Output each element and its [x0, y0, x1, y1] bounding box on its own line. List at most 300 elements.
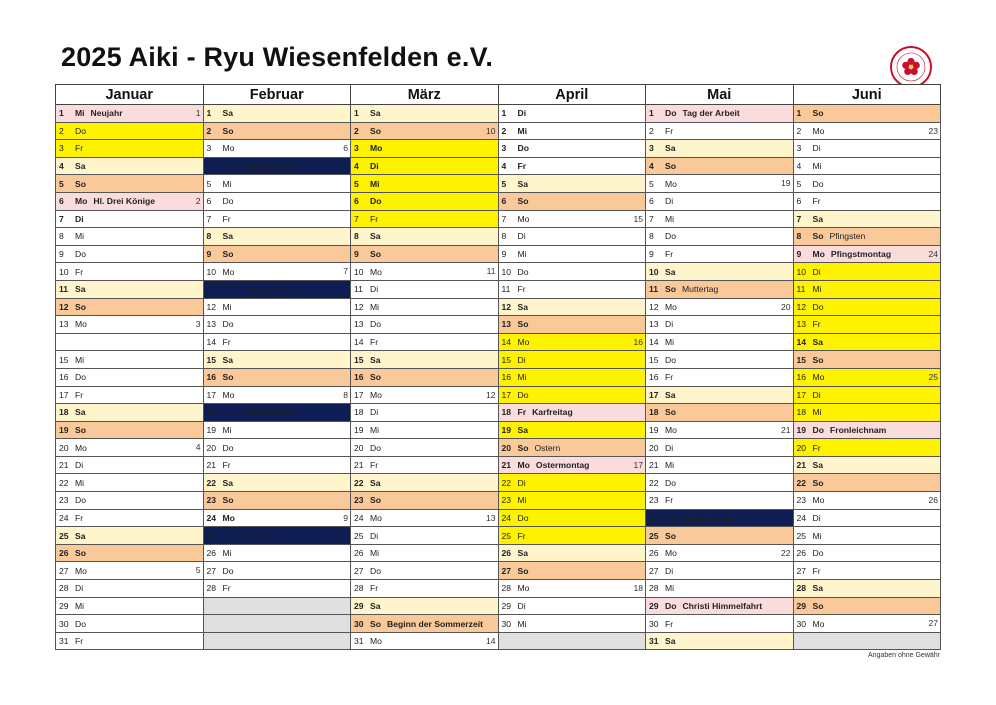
- day-cell: [56, 580, 204, 598]
- day-cell: [646, 562, 794, 580]
- day-number: 9: [649, 249, 654, 260]
- day-number: 25: [354, 530, 364, 541]
- calendar-row: [56, 474, 941, 492]
- day-number: 16: [354, 372, 364, 383]
- weekday: So: [665, 161, 676, 172]
- day-number: 19: [206, 424, 217, 435]
- day-cell: [56, 263, 204, 281]
- weekday: Fr: [222, 460, 231, 471]
- weekday: Do: [517, 143, 529, 154]
- day-number: 7: [501, 213, 507, 224]
- weekday: Mo: [222, 389, 235, 400]
- day-cell: [646, 615, 794, 633]
- calendar-row: [56, 298, 941, 316]
- day-event: Christi Himmelfahrt: [682, 600, 763, 611]
- day-cell: [56, 562, 204, 580]
- day-number: 14: [796, 337, 807, 348]
- day-cell: [646, 456, 794, 474]
- day-cell: [498, 263, 646, 281]
- day-cell: [351, 404, 499, 422]
- weekday: Fr: [75, 389, 84, 400]
- day-cell: [203, 509, 351, 527]
- weekday: Mo: [222, 266, 235, 277]
- day-cell: [793, 140, 941, 158]
- day-number: 1: [796, 108, 802, 119]
- day-cell: [498, 105, 646, 123]
- day-cell: [793, 492, 941, 510]
- day-cell: [646, 316, 794, 334]
- weekday: So: [812, 600, 824, 611]
- day-number: 1: [59, 108, 64, 119]
- day-number: 11: [649, 284, 659, 295]
- weekday: Mi: [222, 548, 232, 559]
- calendar-table: [55, 84, 941, 650]
- weekday: Fr: [665, 618, 674, 629]
- day-cell: [351, 492, 499, 510]
- calendar-row: [56, 175, 941, 193]
- weekday: Di: [222, 161, 231, 172]
- day-number: 16: [59, 372, 69, 383]
- calendar-row: [56, 527, 941, 545]
- weekday: Mi: [517, 249, 527, 260]
- day-cell: [646, 263, 794, 281]
- day-number: 22: [206, 477, 217, 488]
- day-cell: [351, 245, 499, 263]
- weekday: Do: [812, 301, 824, 312]
- day-number: 11: [501, 284, 511, 295]
- weekday: Mo: [370, 512, 382, 523]
- day-number: 2: [796, 125, 802, 136]
- weekday: Di: [370, 407, 379, 418]
- month-header-februar: Februar: [203, 85, 351, 105]
- day-number: 8: [59, 231, 64, 242]
- weekday: Sa: [370, 231, 381, 242]
- weekday: Do: [222, 442, 234, 453]
- weekday: Do: [370, 196, 382, 207]
- weekday: Di: [812, 266, 821, 277]
- day-cell: [203, 404, 351, 422]
- day-number: 26: [649, 548, 659, 559]
- day-number: 7: [59, 213, 64, 224]
- day-cell: [646, 544, 794, 562]
- weekday: Mi: [665, 337, 675, 348]
- weekday: Fr: [222, 213, 231, 224]
- weekday: So: [222, 125, 234, 136]
- day-number: 17: [501, 389, 512, 400]
- weekday: Mi: [665, 583, 675, 594]
- day-number: 29: [796, 600, 807, 611]
- weekday: Di: [665, 442, 674, 453]
- weekday: Mo: [75, 196, 88, 207]
- calendar-row: [56, 421, 941, 439]
- day-number: 9: [796, 249, 802, 260]
- day-event: Pfingstmontag: [830, 249, 892, 260]
- weekday: Do: [75, 618, 86, 629]
- day-number: 12: [206, 301, 217, 312]
- week-number: 24: [928, 248, 938, 259]
- day-cell: [498, 509, 646, 527]
- weekday: Mo: [75, 442, 87, 453]
- day-cell: [56, 316, 204, 334]
- day-number: 24: [354, 512, 364, 523]
- weekday: Mi: [370, 548, 380, 559]
- day-cell: [351, 316, 499, 334]
- day-number: 12: [501, 301, 512, 312]
- day-number: 12: [354, 301, 364, 312]
- weekday: Di: [370, 284, 379, 295]
- day-cell: [646, 527, 794, 545]
- day-number: 6: [501, 196, 507, 207]
- day-cell: [351, 333, 499, 351]
- day-cell: [351, 280, 499, 298]
- weekday: Sa: [517, 178, 529, 189]
- day-number: 23: [796, 495, 807, 506]
- weekday: Fr: [75, 636, 84, 647]
- calendar-row: [56, 245, 941, 263]
- day-cell: [203, 632, 351, 650]
- day-cell: [793, 105, 941, 123]
- weekday: Sa: [517, 548, 529, 559]
- day-cell: [646, 368, 794, 386]
- weekday: So: [812, 108, 824, 119]
- day-cell: [646, 122, 794, 140]
- weekday: So: [665, 284, 676, 295]
- weekday: Sa: [812, 213, 824, 224]
- day-event: Ostern: [534, 442, 561, 453]
- day-cell: [498, 562, 646, 580]
- weekday: So: [370, 372, 381, 383]
- weekday: Mo: [517, 337, 530, 348]
- weekday: Sa: [75, 407, 86, 418]
- day-number: 28: [501, 583, 512, 594]
- weekday: Mi: [665, 213, 675, 224]
- day-number: 14: [354, 337, 364, 348]
- weekday: Di: [370, 530, 379, 541]
- calendar-row: [56, 316, 941, 334]
- weekday: Do: [75, 125, 86, 136]
- day-number: 18: [354, 407, 364, 418]
- day-cell: [793, 632, 941, 650]
- day-number: 22: [354, 477, 364, 488]
- day-number: 2: [501, 125, 507, 136]
- weekday: Do: [812, 548, 824, 559]
- calendar-row: [56, 439, 941, 457]
- weekday: Mi: [222, 301, 232, 312]
- day-number: 29: [649, 600, 659, 611]
- week-number: 25: [928, 371, 938, 382]
- weekday: Mi: [517, 618, 527, 629]
- day-cell: [203, 105, 351, 123]
- month-header-juni: Juni: [793, 85, 941, 105]
- weekday: Do: [75, 372, 86, 383]
- day-cell: [498, 298, 646, 316]
- weekday: Sa: [222, 108, 234, 119]
- day-cell: [793, 210, 941, 228]
- day-number: 1: [206, 108, 212, 119]
- day-cell: [351, 157, 499, 175]
- weekday: Mo: [517, 213, 530, 224]
- day-cell: [203, 386, 351, 404]
- weekday: Mo: [812, 249, 825, 260]
- weekday: Mi: [370, 301, 380, 312]
- week-number: 11: [486, 266, 496, 277]
- week-number: 1: [195, 108, 201, 118]
- day-cell: [793, 474, 941, 492]
- day-cell: [793, 192, 941, 210]
- day-number: 4: [501, 161, 507, 172]
- calendar-row: [56, 333, 941, 351]
- day-cell: [351, 298, 499, 316]
- day-cell: [498, 492, 646, 510]
- day-cell: [56, 140, 204, 158]
- day-cell: [203, 263, 351, 281]
- day-number: 6: [796, 196, 802, 207]
- weekday: Mo: [665, 548, 677, 559]
- day-cell: [203, 562, 351, 580]
- weekday: Di: [370, 161, 379, 172]
- week-number: 3: [195, 319, 201, 330]
- day-number: 16: [796, 372, 807, 383]
- day-number: 20: [354, 442, 364, 453]
- day-cell: [56, 280, 204, 298]
- day-cell: [646, 632, 794, 650]
- day-cell: [793, 615, 941, 633]
- weekday: Mi: [222, 178, 232, 189]
- day-cell: [646, 351, 794, 369]
- day-number: 15: [501, 354, 512, 365]
- weekday: Do: [665, 231, 676, 242]
- day-event: SV-Kurs: [236, 530, 269, 541]
- weekday: Do: [665, 354, 676, 365]
- day-cell: [498, 527, 646, 545]
- day-number: 27: [59, 565, 69, 576]
- weekday: Sa: [370, 108, 381, 119]
- day-event: Ostermontag: [535, 460, 590, 471]
- day-cell: [793, 298, 941, 316]
- calendar-row: [56, 105, 941, 123]
- weekday: Mi: [75, 231, 85, 242]
- day-number: 26: [796, 548, 807, 559]
- day-number: 2: [354, 125, 359, 136]
- weekday: Mo: [75, 319, 87, 330]
- day-cell: [793, 351, 941, 369]
- day-cell: [498, 157, 646, 175]
- day-number: 11: [206, 284, 216, 295]
- day-number: 26: [59, 548, 69, 559]
- weekday: Sa: [370, 600, 381, 611]
- calendar-row: [56, 351, 941, 369]
- day-cell: [56, 157, 204, 175]
- weekday: Mi: [812, 161, 822, 172]
- day-cell: [793, 175, 941, 193]
- day-cell: [498, 228, 646, 246]
- calendar-row: [56, 456, 941, 474]
- day-cell: [56, 228, 204, 246]
- day-cell: [56, 456, 204, 474]
- day-number: 19: [59, 424, 69, 435]
- weekday: So: [665, 407, 676, 418]
- day-cell: [56, 615, 204, 633]
- day-number: 17: [796, 389, 807, 400]
- weekday: So: [370, 495, 381, 506]
- day-cell: [793, 122, 941, 140]
- day-number: 3: [206, 143, 212, 154]
- day-number: 15: [59, 354, 69, 365]
- day-cell: [203, 474, 351, 492]
- day-number: 13: [501, 319, 512, 330]
- week-number: 9: [343, 512, 348, 523]
- week-number: 26: [928, 495, 938, 506]
- day-number: 22: [649, 477, 659, 488]
- weekday: Sa: [665, 143, 676, 154]
- day-number: 16: [206, 372, 217, 383]
- calendar-row: [56, 597, 941, 615]
- weekday: Mo: [370, 389, 382, 400]
- day-number: 7: [649, 213, 654, 224]
- day-event: Beginn der Sommerzeit: [386, 618, 483, 629]
- weekday: Sa: [665, 512, 676, 523]
- calendar-row: [56, 122, 941, 140]
- day-cell: [351, 210, 499, 228]
- weekday: So: [75, 424, 86, 435]
- day-cell: [203, 157, 351, 175]
- weekday: Mi: [517, 372, 527, 383]
- day-number: 8: [796, 231, 802, 242]
- day-number: 9: [59, 249, 64, 260]
- day-number: 30: [501, 618, 512, 629]
- weekday: Mo: [517, 583, 530, 594]
- day-cell: [498, 210, 646, 228]
- day-number: 23: [206, 495, 217, 506]
- day-cell: [351, 140, 499, 158]
- day-number: 10: [501, 266, 512, 277]
- day-event: Pfingsten: [829, 231, 866, 242]
- weekday: Fr: [517, 161, 527, 172]
- weekday: Di: [517, 600, 526, 611]
- day-number: 22: [501, 477, 512, 488]
- day-number: 26: [501, 548, 512, 559]
- day-number: 15: [354, 354, 364, 365]
- weekday: So: [517, 565, 529, 576]
- day-cell: [793, 263, 941, 281]
- day-number: 29: [59, 600, 69, 611]
- day-cell: [498, 386, 646, 404]
- day-number: 21: [796, 460, 807, 471]
- weekday: Do: [665, 477, 676, 488]
- weekday: Di: [517, 231, 526, 242]
- day-event: Fronleichnam: [829, 424, 887, 435]
- day-cell: [203, 333, 351, 351]
- day-number: 3: [796, 143, 802, 154]
- day-number: 21: [59, 460, 69, 471]
- weekday: Sa: [75, 161, 86, 172]
- weekday: Di: [812, 512, 821, 523]
- weekday: Do: [75, 495, 86, 506]
- day-cell: [646, 421, 794, 439]
- weekday: Mo: [812, 495, 825, 506]
- weekday: Sa: [665, 636, 676, 647]
- day-number: 3: [59, 143, 64, 154]
- weekday: So: [812, 354, 824, 365]
- day-number: 24: [796, 512, 807, 523]
- calendar-row: [56, 580, 941, 598]
- weekday: Di: [665, 319, 674, 330]
- week-number: 21: [780, 424, 791, 435]
- weekday: Mi: [75, 354, 85, 365]
- day-number: 30: [354, 618, 364, 629]
- weekday: Mo: [222, 143, 235, 154]
- calendar-row: [56, 192, 941, 210]
- calendar-row: [56, 562, 941, 580]
- day-number: 10: [59, 266, 69, 277]
- day-cell: [646, 439, 794, 457]
- day-event: Hl. Drei Könige: [93, 196, 156, 207]
- weekday: Sa: [370, 477, 381, 488]
- day-event: Neujahr: [90, 108, 123, 119]
- weekday: Mo: [75, 565, 87, 576]
- day-number: 7: [796, 213, 802, 224]
- day-event: Einsteiger-Kurs: [236, 161, 296, 172]
- week-number: 15: [633, 213, 643, 224]
- calendar-row: [56, 280, 941, 298]
- day-number: 4: [354, 161, 359, 172]
- day-number: 16: [649, 372, 659, 383]
- weekday: So: [812, 477, 824, 488]
- day-number: 5: [501, 178, 507, 189]
- day-number: 29: [501, 600, 512, 611]
- day-cell: [646, 580, 794, 598]
- calendar-body: [56, 105, 941, 650]
- day-cell: [351, 421, 499, 439]
- day-number: 24: [206, 512, 217, 523]
- calendar-row: [56, 263, 941, 281]
- day-cell: [351, 175, 499, 193]
- week-number: 23: [928, 125, 938, 136]
- weekday: Mi: [75, 108, 85, 119]
- day-number: 4: [59, 161, 64, 172]
- day-cell: [56, 175, 204, 193]
- day-number: 15: [206, 354, 217, 365]
- day-cell: [56, 333, 204, 351]
- day-cell: [793, 386, 941, 404]
- day-number: 30: [649, 618, 659, 629]
- day-number: 11: [796, 284, 806, 295]
- day-cell: [498, 280, 646, 298]
- day-number: 17: [59, 389, 69, 400]
- weekday: Mi: [75, 477, 85, 488]
- day-number: 30: [796, 618, 807, 629]
- day-cell: [56, 527, 204, 545]
- week-number: 16: [633, 336, 643, 347]
- weekday: Fr: [75, 512, 84, 523]
- day-number: 28: [59, 583, 69, 594]
- page-title: 2025 Aiki - Ryu Wiesenfelden e.V.: [61, 42, 494, 72]
- week-number: 20: [780, 301, 791, 312]
- calendar-row: [56, 544, 941, 562]
- weekday: Do: [222, 565, 234, 576]
- calendar-row: [56, 632, 941, 650]
- day-cell: [351, 456, 499, 474]
- day-number: 22: [796, 477, 807, 488]
- weekday: Mi: [370, 424, 380, 435]
- weekday: Sa: [222, 231, 234, 242]
- day-number: 10: [354, 266, 364, 277]
- day-cell: [351, 544, 499, 562]
- weekday: Fr: [222, 583, 231, 594]
- weekday: Sa: [517, 301, 529, 312]
- weekday: Di: [665, 565, 674, 576]
- day-number: 12: [649, 301, 659, 312]
